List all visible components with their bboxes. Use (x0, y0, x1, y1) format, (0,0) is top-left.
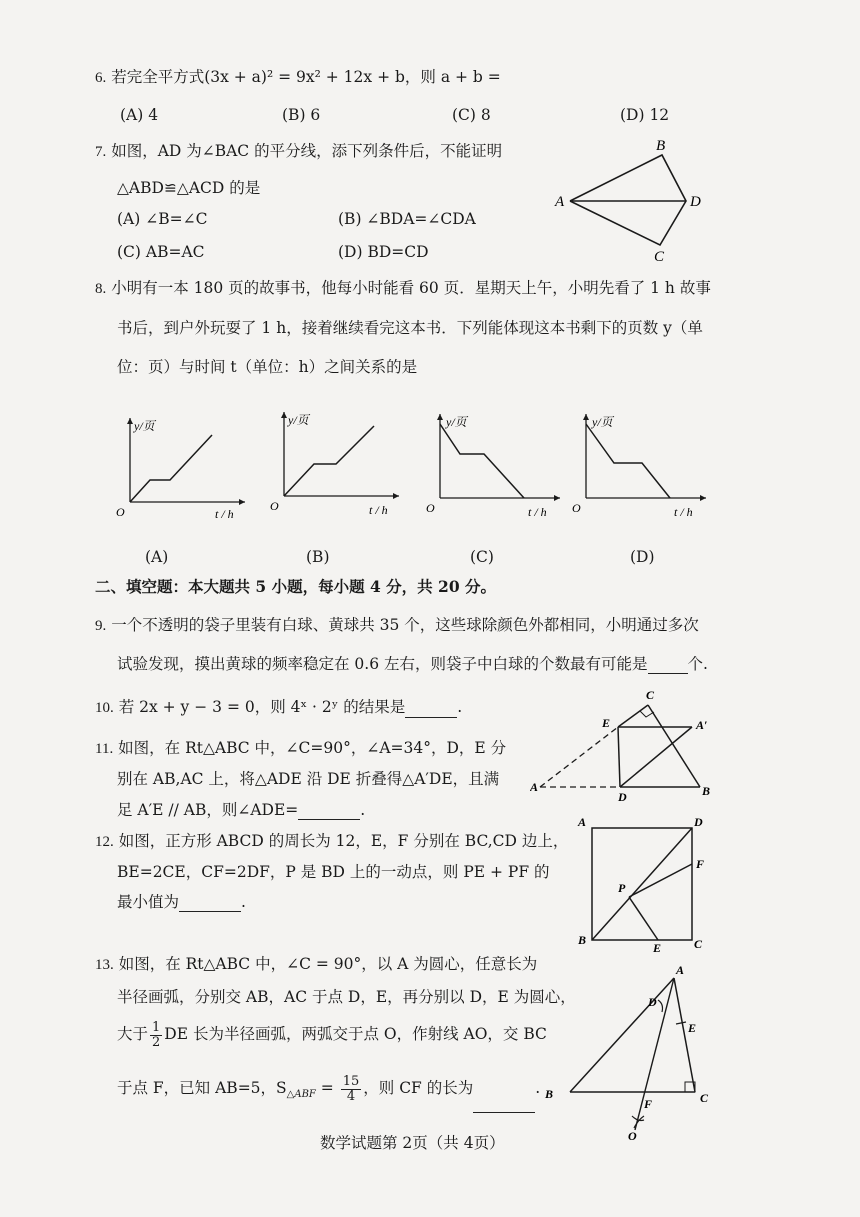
q8a-ylabel: y/页 (134, 419, 155, 433)
q12-answer-blank[interactable] (179, 895, 241, 912)
q8c-xlabel: t / h (528, 505, 547, 519)
question-11: 11. 如图，在 Rt△ABC 中，∠C=90°，∠A=34°，D，E 分 (95, 739, 507, 757)
q12-label-e: E (653, 941, 662, 952)
question-9-line2: 试验发现，摸出黄球的频率稳定在 0.6 左右，则袋子中白球的个数最有可能是 个. (117, 655, 708, 673)
q7-label-c: C (654, 249, 665, 265)
q8-graph-c (420, 410, 565, 525)
q12-label-p: P (618, 881, 626, 895)
q6-option-d: (D) 12 (620, 106, 670, 124)
q11-label-a-prime: A′ (696, 718, 708, 732)
question-13: 13. 如图，在 Rt△ABC 中，∠C = 90°，以 A 为圆心，任意长为 (95, 955, 538, 973)
question-10: 10. 若 2x + y − 3 = 0，则 4ˣ · 2ʸ 的结果是 . (95, 698, 463, 716)
q8b-origin: O (270, 499, 279, 513)
q8a-xlabel: t / h (215, 507, 234, 521)
q7-label-d: D (690, 194, 701, 210)
q6-option-a: (A) 4 (120, 106, 159, 124)
q8c-origin: O (426, 501, 435, 515)
q12-label-f: F (696, 857, 705, 871)
q8-option-a: (A) (145, 548, 169, 566)
question-6: 6. 若完全平方式(3x + a)² = 9x² + 12x + b，则 a + b = (95, 68, 501, 86)
question-11-line2: 别在 AB,AC 上，将△ADE 沿 DE 折叠得△A′DE，且满 (117, 770, 500, 788)
q13-label-f: F (644, 1097, 653, 1111)
q8-option-d: (D) (630, 548, 655, 566)
q8-graph-b (264, 410, 404, 525)
page-footer: 数学试题第 2页（共 4页） (320, 1134, 505, 1152)
question-13-line4: 于点 F，已知 AB=5，$S_{\triangle ABF}$ = $\frac{15}{4}$ ，则 CF 的长为 . (117, 1070, 540, 1106)
q8d-origin: O (572, 501, 581, 515)
q13-label-d: D (648, 995, 657, 1009)
question-7: 7. 如图，AD 为∠BAC 的平分线，添下列条件后，不能证明 (95, 142, 503, 160)
q12-label-b: B (578, 933, 587, 947)
q11-label-c: C (646, 688, 655, 702)
q13-figure (540, 960, 720, 1145)
q11-answer-blank[interactable] (298, 803, 360, 820)
question-8-line3: 位：页）与时间 t（单位：h）之间关系的是 (117, 358, 418, 376)
q10-answer-blank[interactable] (405, 701, 457, 718)
question-9-line1: 一个不透明的袋子里装有白球、黄球共 35 个，这些球除颜色外都相同，小明通过多次 (111, 616, 699, 634)
q12-label-c: C (694, 937, 703, 951)
q13-half-fraction: $\frac{1}{2}$ (152, 1019, 161, 1050)
q8b-xlabel: t / h (369, 503, 388, 517)
q13-area-fraction: $\frac{15}{4}$ (342, 1073, 360, 1104)
question-7-stem-line2: △ABD≌△ACD 的是 (117, 179, 261, 197)
question-6-stem: 若完全平方式(3x + a)² = 9x² + 12x + b，则 a + b = (111, 68, 501, 86)
q8-graph-d (566, 410, 711, 525)
question-8-line2: 书后，到户外玩耍了 1 h，接着继续看完这本书．下列能体现这本书剩下的页数 y（单 (117, 319, 703, 337)
question-7-stem-line1: 如图，AD 为∠BAC 的平分线，添下列条件后，不能证明 (111, 142, 503, 160)
q8-option-c: (C) (470, 548, 494, 566)
question-12-line2: BE=2CE，CF=2DF，P 是 BD 上的一动点，则 PE + PF 的 (117, 863, 550, 881)
question-9: 9. 一个不透明的袋子里装有白球、黄球共 35 个，这些球除颜色外都相同，小明通过多次 (95, 616, 699, 634)
q13-label-a: A (676, 963, 685, 977)
question-13-line2: 半径画弧，分别交 AB，AC 于点 D，E，再分别以 D，E 为圆心， (117, 988, 576, 1006)
q8d-ylabel: y/页 (592, 415, 613, 429)
q11-label-e: E (602, 716, 611, 730)
q8d-xlabel: t / h (674, 505, 693, 519)
question-12-line3: 最小值为 . (117, 893, 246, 911)
q7-option-a: (A) ∠B=∠C (117, 210, 208, 228)
question-11-line3: 足 A′E // AB，则∠ADE= . (117, 801, 366, 819)
q7-label-b: B (656, 138, 666, 154)
q12-label-a: A (578, 815, 587, 829)
q13-label-e: E (688, 1021, 697, 1035)
q11-label-b: B (702, 784, 711, 798)
q12-figure (572, 812, 712, 952)
q8c-ylabel: y/页 (446, 415, 467, 429)
q8-option-b: (B) (306, 548, 330, 566)
q7-label-a: A (555, 194, 565, 210)
q6-option-c: (C) 8 (452, 106, 491, 124)
q12-label-d: D (694, 815, 703, 829)
q7-option-b: (B) ∠BDA=∠CDA (338, 210, 476, 228)
q11-figure (530, 685, 730, 805)
q8-graph-a (110, 410, 250, 525)
section-2-title: 二、填空题：本大题共 5 小题，每小题 4 分，共 20 分。 (95, 577, 497, 596)
question-8-line1: 小明有一本 180 页的故事书，他每小时能看 60 页．星期天上午，小明先看了 1 h 故事 (111, 279, 711, 297)
q9-answer-blank[interactable] (648, 657, 688, 674)
q7-option-d: (D) BD=CD (338, 243, 429, 261)
question-8: 8. 小明有一本 180 页的故事书，他每小时能看 60 页．星期天上午，小明先看了 1 h 故事 (95, 279, 711, 297)
q8a-origin: O (116, 505, 125, 519)
q13-label-b: B (545, 1087, 554, 1101)
q13-label-o: O (628, 1129, 637, 1143)
q6-option-b: (B) 6 (282, 106, 321, 124)
q7-figure (550, 135, 720, 265)
q7-option-c: (C) AB=AC (117, 243, 205, 261)
question-12: 12. 如图，正方形 ABCD 的周长为 12，E，F 分别在 BC,CD 边上， (95, 832, 569, 850)
q11-label-a: A (530, 780, 539, 794)
q8b-ylabel: y/页 (288, 413, 309, 427)
question-13-line3: 大于 $\frac{1}{2}$ DE 长为半径画弧，两弧交于点 O，作射线 AO，交 BC (117, 1019, 547, 1050)
q13-label-c: C (700, 1091, 709, 1105)
q11-label-d: D (618, 790, 627, 804)
q13-answer-blank[interactable] (473, 1096, 535, 1113)
